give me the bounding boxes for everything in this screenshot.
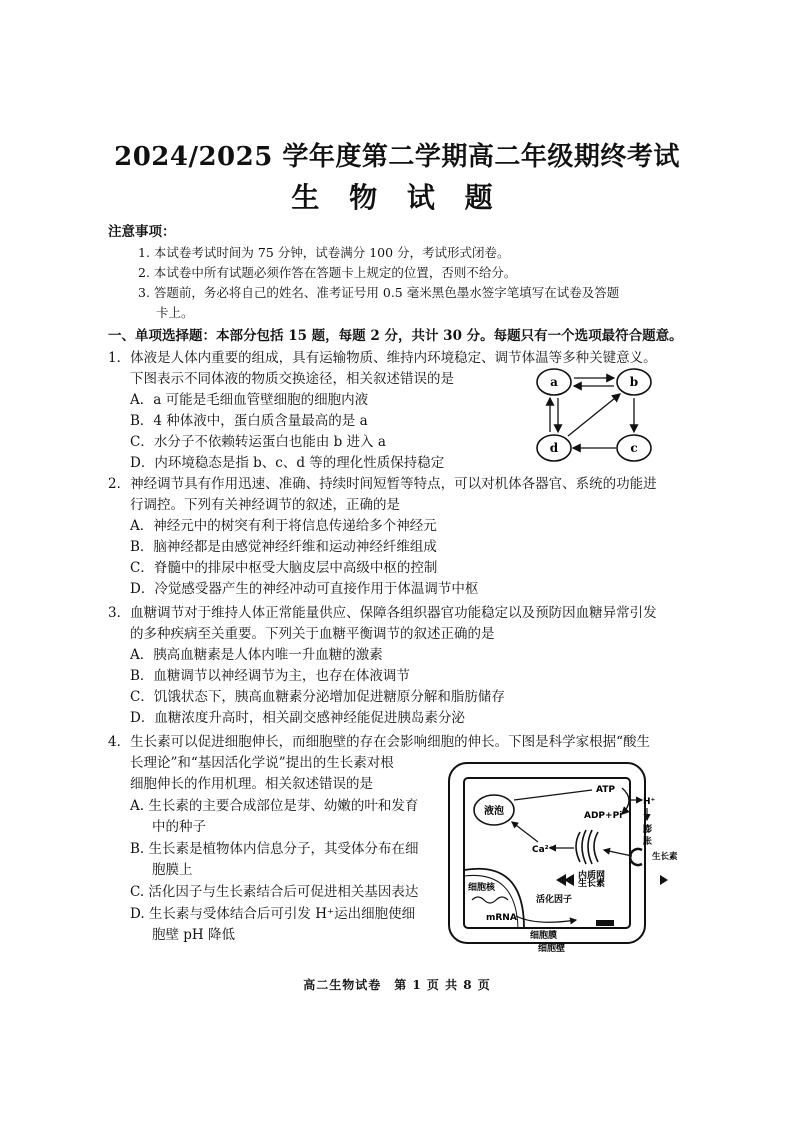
auxin-outside-label: 生长素	[652, 852, 678, 862]
q4-cell-diagram	[446, 760, 678, 954]
notice-item-3: 3. 答题前，务必将自己的姓名、准考证号用 0.5 毫米黑色墨水签字笔填写在试卷及答题	[138, 285, 620, 300]
exam-subject: 生 物 试 题	[291, 181, 503, 214]
membrane-receptor	[630, 849, 642, 865]
q2-option-c: C．脊髓中的排尿中枢受大脑皮层中高级中枢的控制	[130, 560, 438, 576]
calcium-label: Ca²⁺	[532, 845, 554, 855]
mrna-label: mRNA	[486, 913, 517, 923]
activator-label: 活化因子	[536, 895, 573, 905]
page-footer: 高二生物试卷 第 1 页 共 8 页	[303, 978, 491, 992]
q4-stem-line3: 细胞伸长的作用机理。相关叙述错误的是	[130, 776, 373, 792]
notice-item-2: 2. 本试卷中所有试题必须作答在答题卡上规定的位置，否则不给分。	[138, 265, 517, 280]
q4-stem-line1: 4．生长素可以促进细胞伸长，而细胞壁的存在会影响细胞的伸长。下图是科学家根据“酸生	[108, 734, 650, 750]
q4-option-a-line2: 中的种子	[152, 819, 206, 835]
q4-option-c: C. 活化因子与生长素结合后可促进相关基因表达	[130, 884, 419, 900]
notice-item-1: 1. 本试卷考试时间为 75 分钟，试卷满分 100 分，考试形式闭卷。	[138, 245, 510, 260]
q1-fluid-diagram	[530, 364, 660, 466]
q3-option-c: C．饥饿状态下，胰高血糖素分泌增加促进糖原分解和脂肪储存	[130, 689, 505, 705]
er-label: 内质网	[578, 871, 606, 881]
calcium-to-vacuole-arrow	[512, 822, 538, 842]
node-b-label: b	[629, 375, 639, 389]
endoplasmic-reticulum	[576, 830, 598, 864]
q4-option-a-line1: A. 生长素的主要合成部位是芽、幼嫩的叶和发育	[130, 798, 419, 814]
mrna-export-arrow	[516, 916, 576, 922]
q1-option-a: A．a 可能是毛细血管壁细胞的细胞内液	[130, 392, 369, 408]
arrow-d-to-b	[568, 394, 620, 436]
membrane-label: 细胞膜	[530, 931, 558, 941]
node-d-label: d	[549, 441, 559, 455]
receptor-to-er-arrow	[604, 850, 632, 856]
node-a-label: a	[550, 375, 558, 389]
q1-option-d: D．内环境稳态是指 b、c、d 等的理化性质保持稳定	[130, 455, 445, 471]
q2-option-d: D．冷觉感受器产生的神经冲动可直接作用于体温调节中枢	[130, 581, 479, 597]
q4-option-d-line1: D. 生长素与受体结合后可引发 H⁺运出细胞使细	[130, 906, 416, 922]
swell-label-2: 胀	[643, 837, 653, 847]
q1-stem-line2: 下图表示不同体液的物质交换途径，相关叙述错误的是	[130, 371, 454, 387]
nucleus-label: 细胞核	[468, 883, 496, 893]
vacuole-label: 液泡	[484, 806, 504, 817]
exam-title: 2024/2025 学年度第二学期高二年级期终考试	[114, 142, 680, 172]
node-c-label: c	[630, 441, 638, 455]
q2-stem-line2: 行调控。下列有关神经调节的叙述，正确的是	[130, 497, 400, 513]
proton-label: H⁺	[643, 797, 656, 807]
auxin-entry-arrow	[660, 875, 668, 885]
q1-stem-line1: 1．体液是人体内重要的组成，具有运输物质、维持内环境稳定、调节体温等多种关键意义。	[108, 350, 657, 366]
q4-option-d-line2: 胞壁 pH 降低	[152, 927, 235, 943]
q3-option-b: B．血糖调节以神经调节为主，也存在体液调节	[130, 668, 410, 684]
section-heading: 一、单项选择题：本部分包括 15 题，每题 2 分，共计 30 分。每题只有一个选项最符合题意。	[108, 328, 683, 344]
q2-stem-line1: 2．神经调节具有作用迅速、准确、持续时间短暂等特点，可以对机体各器官、系统的功能进	[108, 476, 657, 492]
q3-stem-line1: 3．血糖调节对于维持人体正常能量供应、保障各组织器官功能稳定以及预防因血糖异常引发	[108, 605, 657, 621]
membrane-protein-marker	[596, 920, 614, 926]
auxin-inside-label: 生长素	[578, 879, 606, 889]
notice-heading: 注意事项：	[108, 224, 176, 240]
atp-hydrolysis-arrow	[622, 788, 629, 814]
q4-stem-line2: 长理论”和“基因活化学说”提出的生长素对根	[130, 755, 394, 771]
vacuole-to-atp-line	[514, 790, 592, 800]
dna-strand	[472, 897, 508, 903]
q3-option-d: D．血糖浓度升高时，相关副交感神经能促进胰岛素分泌	[130, 710, 465, 726]
adp-label: ADP+Pi	[584, 811, 623, 821]
wall-label: 细胞壁	[538, 944, 566, 954]
q1-option-c: C．水分子不依赖转运蛋白也能由 b 进入 a	[130, 434, 386, 450]
auxin-inside-marker	[556, 874, 574, 886]
q4-option-b-line2: 胞膜上	[152, 862, 193, 878]
q4-option-b-line1: B. 生长素是植物体内信息分子，其受体分布在细	[130, 841, 419, 857]
swell-label-1: 膨	[643, 825, 653, 835]
q2-option-b: B．脑神经都是由感觉神经纤维和运动神经纤维组成	[130, 539, 437, 555]
notice-item-3-cont: 卡上。	[156, 305, 194, 320]
q2-option-a: A．神经元中的树突有利于将信息传递给多个神经元	[130, 518, 437, 534]
atp-label: ATP	[596, 785, 616, 795]
q3-option-a: A．胰高血糖素是人体内唯一升血糖的激素	[130, 647, 383, 663]
q3-stem-line2: 的多种疾病至关重要。下列关于血糖平衡调节的叙述正确的是	[130, 626, 495, 642]
q1-option-b: B．4 种体液中，蛋白质含量最高的是 a	[130, 413, 368, 429]
